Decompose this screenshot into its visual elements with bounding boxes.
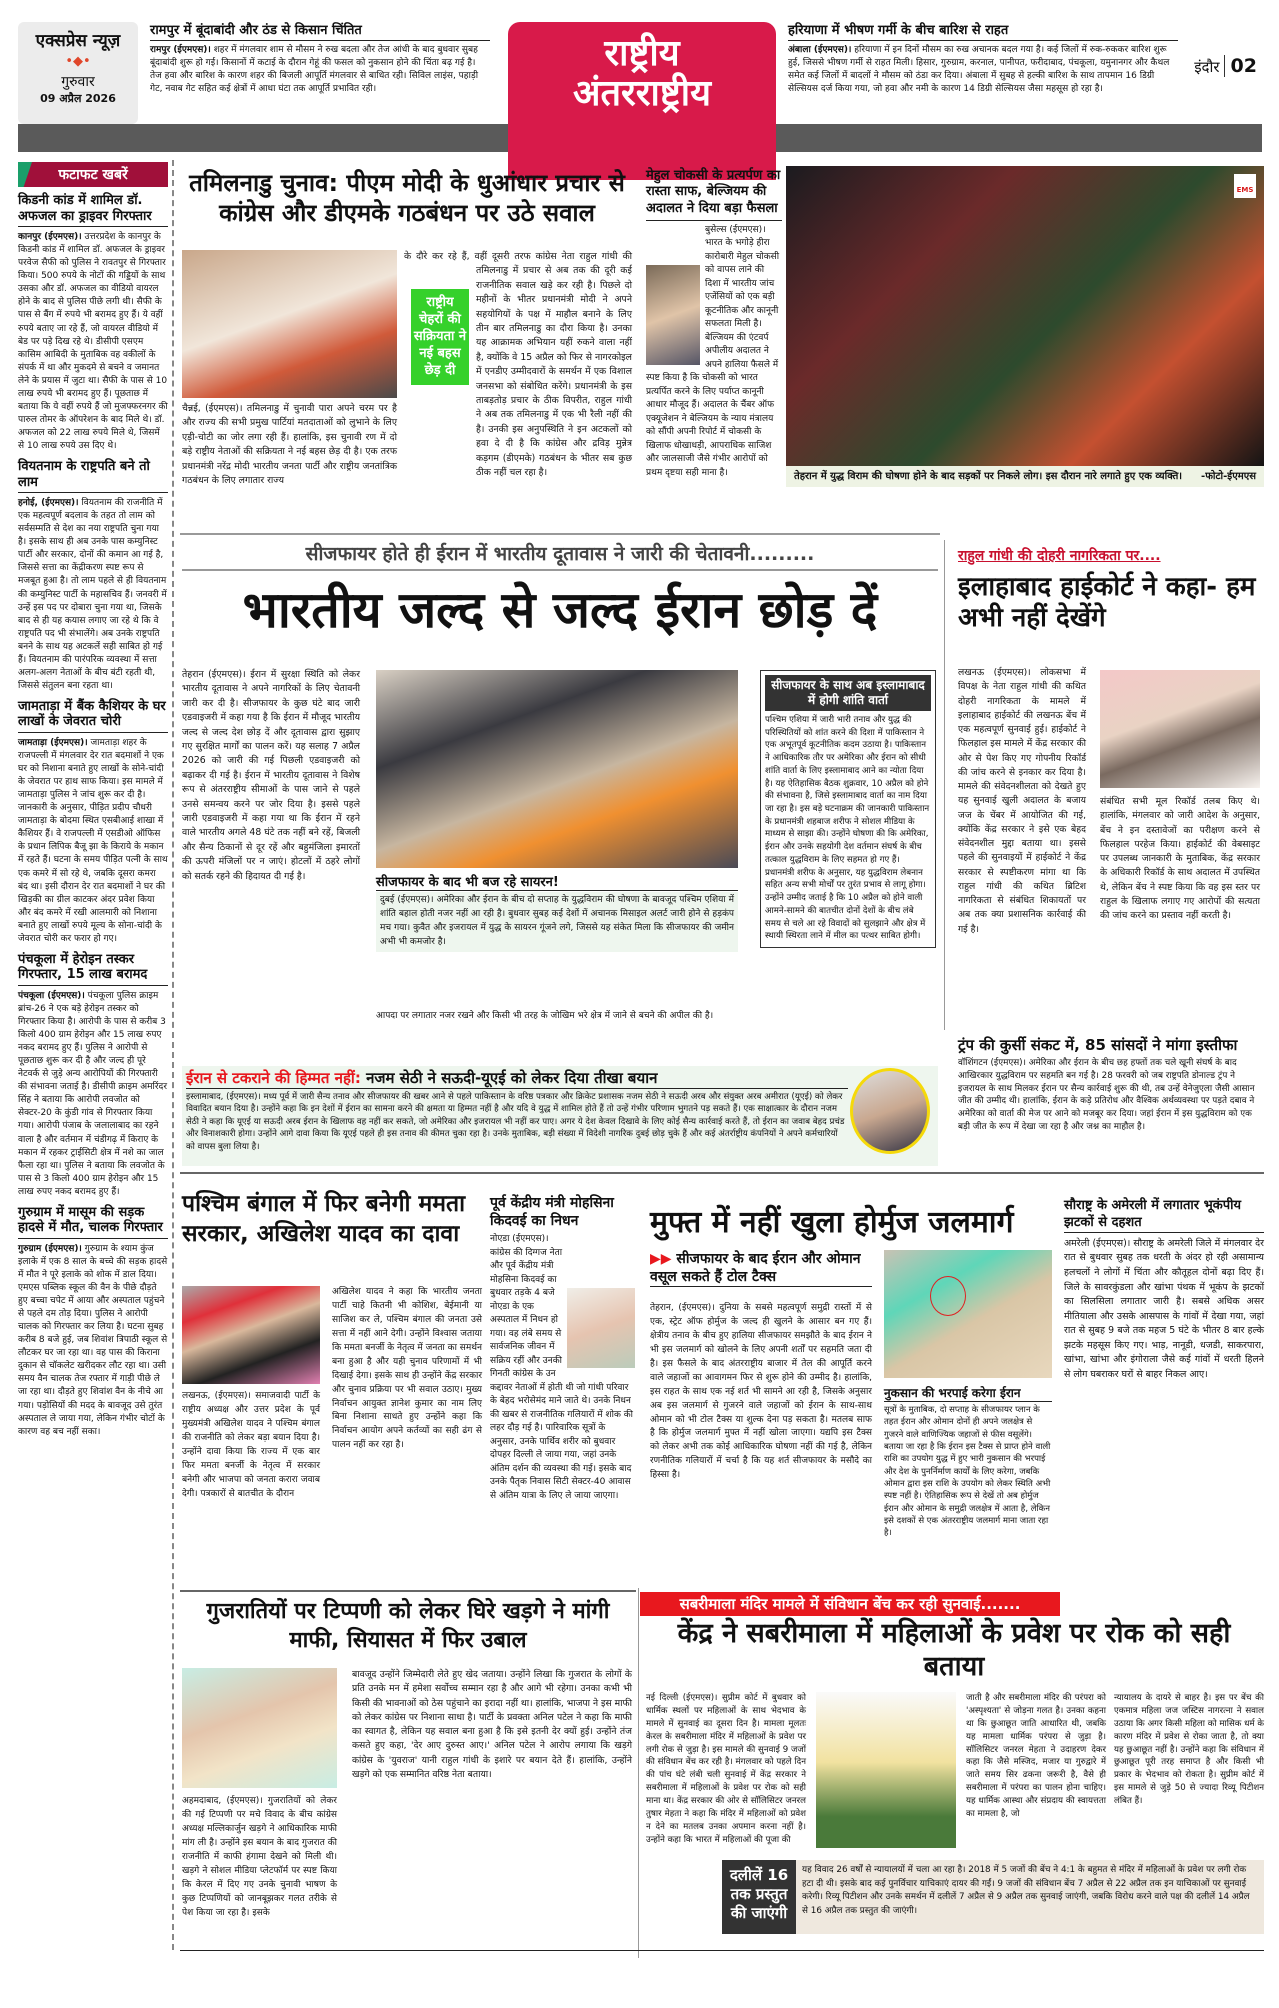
supreme-court-photo: [816, 1692, 956, 1848]
story-body: उत्तरप्रदेश के कानपुर के किडनी कांड में शामिल डॉ. अफजल के ड्राइवर परवेज सैफी को पुलिस ने रावतपुर से गिरफ्तार किया। 500 रुपये के नोटों की गड्डियों के साथ उसका और डॉ. अफजल का वीडियो वायरल होने के बाद से पुलिस पीछे लगी थी। सैफी के पास से बैंग में रुपये भी बरामद हुए हैं। ये वहीं रुपये बताए जा रहे हैं, जो वायरल वीडियो में बेड पर पड़े दिख रहे थे। डीसीपी एसएम कासिम आबिदी के मुताबिक वह वकीलों के संपर्क में था और मुकदमे से बचने व जमानत लेने के प्रयास में जुटा था। सैफी के पास से 10 लाख रुपये भी बरामद हुए हैं। पूछताछ में बताया कि ये वहीं रुपये हैं जो मुजफ्फरनगर की पारुल तोमर के ऑपरेशन के बाद मिले थे। डॉ. अफजल को 22 लाख रुपये मिले थे, जिसमें से 10 लाख रुपये उस दिए थे।: [18, 232, 168, 451]
sethi-headline-red: ईरान से टकराने की हिम्मत नहीं:: [186, 1069, 361, 1087]
date: 09 अप्रैल 2026: [40, 92, 116, 105]
story-body: जामताड़ा शहर के राजपल्ली में मंगलवार देर रात बदमाशों ने एक घर को निशाना बनाते हुए लाखों के सोने-चांदी के जेवरात पर हाथ साफ किया। इस मामले में जामताड़ा पुलिस ने जांच शुरू कर दी है। जानकारी के अनुसार, पीड़ित प्रदीप चौधरी जामताड़ा के बोदमा स्थित एसबीआई शाखा में कैशियर हैं। वे राजपल्ली में एसडीओ ऑफिस के प्रधान लिपिक बैजू झा के किराये के मकान में रहते हैं। घटना के समय पीड़ित पत्नी के साथ एक कमरे में सो रहे थे, जबकि दूसरा कमरा बंद था। इसी दौरान देर रात बदमाशों ने घर की खिड़की का ग्रील काटकर अंदर प्रवेश किया और बंद कमरे में रखी आलमारी को निशाना बनाते हुए लाखों रुपये मूल्य के सोना-चांदी के जेवरात चोरी कर फरार हो गए।: [18, 738, 168, 944]
sabarimala-headline: केंद्र ने सबरीमाला में महिलाओं के प्रवेश पर रोक को सही बताया: [677, 1618, 1231, 1682]
column-divider: [172, 160, 174, 1950]
section-title-line2: अंतरराष्ट्रीय: [572, 73, 712, 115]
choksi-photo: [646, 265, 700, 365]
islamabad-body: पश्चिम एशिया में जारी भारी तनाव और युद्ध की परिस्थितियों को शांत करने की दिशा में पाकिस्तान ने एक अभूतपूर्व कूटनीतिक कदम उठाया है। पाकिस्तान ने आधिकारिक तौर पर अमेरिका और ईरान को सीधी शांति वार्ता के लिए इस्लामाबाद आने का न्योता दिया है। यह ऐतिहासिक बैठक शुक्रवार, 10 अप्रैल को होने की संभावना है, जिसे इस्लामाबाद वार्ता का नाम दिया जा रहा है। इस बड़े घटनाक्रम की जानकारी पाकिस्तान के प्रधानमंत्री शहबाज शरीफ ने सोशल मीडिया के माध्यम से साझा की। उन्होंने घोषणा की कि अमेरिका, ईरान और उनके सहयोगी देश वर्तमान संघर्ष के बीच तत्काल युद्धविराम के लिए सहमत हो गए हैं। प्रधानमंत्री शरीफ के अनुसार, यह युद्धविराम लेबनान सहित अन्य सभी मोर्चों पर तुरंत प्रभाव से लागू होगा। उन्होंने उम्मीद जताई है कि 10 अप्रैल को होने वाली आमने-सामने की बातचीत दोनों देशों के बीच लंबे समय से चले आ रहे विवादों को सुलझाने और क्षेत्र में स्थायी स्थिरता लाने में मील का पत्थर साबित होगी।: [765, 715, 930, 942]
story-title: जामताड़ा में बैंक कैशियर के घर लाखों के जेवरात चोरी: [18, 699, 168, 733]
hormuz-subhead-text: सीजफायर के बाद ईरान और ओमान वसूल सकते हैं टोल टैक्स: [650, 1251, 861, 1286]
dateline: गुरुग्राम (ईएमएस)।: [18, 1243, 82, 1254]
sabarimala-kicker: सबरीमाला मंदिर मामले में संविधान बेंच कर रही सुनवाई.......: [640, 1592, 1060, 1616]
brief-story: [18, 1205, 168, 1439]
islamabad-title: सीजफायर के साथ अब इस्लामाबाद में होगी शांति वार्ता: [765, 675, 931, 711]
section-title-box: [508, 22, 776, 180]
islamabad-box: [760, 670, 936, 948]
brief-story: [18, 193, 168, 453]
rule: [180, 1172, 1264, 1174]
brief-body: शहर में मंगलवार शाम से मौसम ने रुख बदला और तेज आंधी के बाद बुधवार सुबह बूंदाबांदी शुरू हो गई। किसानों में कटाई के दौरान गेहूं की फसल को नुकसान होने की चिंता बढ़ गई है। तेज हवा और बारिश के कारण शहर की बिजली आपूर्ति मंगलवार से बाधित रही। सिविल लाइंस, पहाड़ी गेट, नवाब गेट सहित कई क्षेत्रों में आधा घंटा तक आपूर्ति प्रभावित रही।: [150, 45, 479, 95]
top-brief-haryana: [788, 20, 1178, 96]
ems-logo: EMS: [1234, 174, 1256, 198]
page-number: 02: [1224, 55, 1257, 77]
hormuz-subhead: [650, 1250, 872, 1287]
brand-name: एक्सप्रेस न्यूज़: [35, 31, 121, 51]
brief-title: हरियाणा में भीषण गर्मी के बीच बारिश से राहत: [788, 20, 1178, 41]
day: गुरुवार: [61, 74, 95, 90]
siren-body: दुबई (ईएमएस)। अमेरिका और ईरान के बीच दो सप्ताह के युद्धविराम की घोषणा के बावजूद पश्चिम एशिया में शांति बहाल होती नजर नहीं आ रही है। बुधवार सुबह कई देशों में अचानक मिसाइल अलर्ट जारी होने से हड़कंप मच गया। कुवैत और इजरायल में युद्ध के सायरन गूंजने लगे, जिससे यह संकेत मिला कि सीजफायर की जमीन अभी भी कमजोर है।: [376, 892, 738, 952]
akhilesh-photo: [182, 1286, 320, 1384]
tamilnadu-col2: के दौरे कर रहे हैं, वहीं दूसरी तरफ कांग्रेस नेता राहुल गांधी की तमिलनाडु में प्रचार से अब तक की दूरी कई राजनीतिक सवाल खड़े कर रही है। पिछले दो महीनों के भीतर प्रधानमंत्री मोदी ने अपने सहयोगियों के पक्ष में माहौल बनाने के लिए तीन बार तमिलनाडु का दौरा किया है। उनका यह आक्रामक अभियान यहीं रुकने वाला नहीं है, क्योंकि वे 15 अप्रैल को फिर से नागरकोइल में एनडीए उम्मीदवारों के समर्थन में एक विशाल जनसभा को संबोधित करेंगे। प्रधानमंत्री के इस ताबड़तोड़ प्रचार के ठीक विपरीत, राहुल गांधी ने अब तक तमिलनाडु में एक भी रैली नहीं की है। उनकी इस अनुपस्थिति ने इन अटकलों को हवा दे दी है कि कांग्रेस और द्रविड़ मुन्नेत्र कड़गम (डीएमके) गठबंधन के भीतर सब कुछ ठीक नहीं चल रहा है।: [404, 251, 632, 479]
rahul-headline: इलाहाबाद हाईकोर्ट ने कहा- हम अभी नहीं देखेंगे: [958, 572, 1256, 634]
akhilesh-col1: लखनऊ, (ईएमएस)। समाजवादी पार्टी के राष्ट्रीय अध्यक्ष और उत्तर प्रदेश के पूर्व मुख्यमंत्री अखिलेश यादव ने पश्चिम बंगाल की राजनीति को लेकर बड़ा बयान दिया है। उन्होंने दावा किया कि राज्य में एक बार फिर ममता बनर्जी के नेतृत्व में सरकार बनेगी और भाजपा को जनता करारा जवाब देगी। पत्रकारों से बातचीत के दौरान: [182, 1391, 320, 1499]
hormuz-headline: मुफ्त में नहीं खुला होर्मुज जलमार्ग: [650, 1205, 1014, 1240]
trump-body: वॉशिंगटन (ईएमएस)। अमेरिका और ईरान के बीच छह हफ्तों तक चले खूनी संघर्ष के बाद आखिरकार युद्धविराम पर सहमति बन गई है। 28 फरवरी को जब राष्ट्रपति डोनाल्ड ट्रंप ने इजरायल के साथ मिलकर ईरान पर सैन्य कार्रवाई शुरू की थी, तब उन्हें वेनेजुएला जैसी आसान जीत की उम्मीद थी। हालांकि, ईरान के कड़े प्रतिरोध और वैश्विक अर्थव्यवस्था पर पड़ते दबाव ने अमेरिका को वार्ता की मेज पर आने को मजबूर कर दिया। जहां ईरान में इस युद्धविराम को एक बड़ी जीत के रूप में देखा जा रहा है और जश्न का माहौल है।: [958, 1058, 1255, 1132]
dateline: जामताड़ा (ईएमएस)।: [18, 738, 88, 749]
brief-dateline: रामपुर (ईएमएस)।: [150, 45, 211, 55]
siren-body-2: आपदा पर लगातार नजर रखने और किसी भी तरह के जोखिम भरे क्षेत्र में जाने से बचने की अपील की है।: [376, 1011, 714, 1021]
mohsina-headline: पूर्व केंद्रीय मंत्री मोहसिना किदवई का निधन: [490, 1195, 614, 1229]
top-brief-rampur: [150, 20, 490, 96]
kharge-col2: बावजूद उन्होंने जिम्मेदारी लेते हुए खेद जताया। उन्होंने लिखा कि गुजरात के लोगों के प्रति उनके मन में हमेशा सर्वोच्च सम्मान रहा है और आगे भी रहेगा। उनका कभी भी किसी की भावनाओं को ठेस पहुंचाने का इरादा नहीं था। हालांकि, भाजपा ने इस माफी को लेकर कांग्रेस पर निशाना साधा है। पार्टी के प्रवक्ता अनिल पटेल ने कहा कि माफी का स्वागत है, लेकिन यह सवाल बना हुआ है कि इसे इतनी देर क्यों हुई। उन्होंने तंज कसते हुए कहा, 'देर आए दुरुस्त आए।' अनिल पटेल ने आरोप लगाया कि खड़गे कांग्रेस के 'युवराज' यानी राहुल गांधी के इशारे पर बयान देते हैं। हालांकि, उन्होंने खड़गे को एक सम्मानित वरिष्ठ नेता बताया।: [352, 1669, 632, 1780]
story-body: पंचकूला पुलिस क्राइम ब्रांच-26 ने एक बड़े हेरोइन तस्कर को गिरफ्तार किया है। आरोपी के पास से करीब 3 किलो 400 ग्राम हेरोइन और 15 लाख रुपए नकद बरामद हुए हैं। पुलिस ने आरोपी से पूछताछ शुरू कर दी है और जल्द ही पूरे नेटवर्क से जुड़े अन्य आरोपियों की गिरफ्तारी की संभावना जताई है। डीसीपी क्राइम अमरिंदर सिंह ने बताया कि आरोपी लवजोत को सेक्टर-20 के कुंडी गांव से गिरफ्तार किया गया। आरोपी पंजाब के जलालाबाद का रहने वाला है और वर्तमान में चंडीगढ़ में किराए के मकान में रहकर ट्राईसिटी क्षेत्र में नशे का जाल फैला रहा था। पुलिस ने बताया कि लवजोत के पास से 3 किलो 400 ग्राम हेरोइन और 15 लाख रुपए नकद बरामद हुए हैं।: [18, 991, 168, 1197]
rahul-body: लखनऊ (ईएमएस)। लोकसभा में विपक्ष के नेता राहुल गांधी की कथित दोहरी नागरिकता के मामले में इलाहाबाद हाईकोर्ट की लखनऊ बेंच में एक महत्वपूर्ण सुनवाई हुई। हाईकोर्ट ने फिलहाल इस मामले में केंद्र सरकार की ओर से पेश किए गए गोपनीय रिकॉर्ड की जांच करने से इनकार कर दिया है। मामले की संवेदनशीलता को देखते हुए यह सुनवाई खुली अदालत के बजाय जज के चेंबर में आयोजित की गई, क्योंकि केंद्र सरकार ने इसे एक बेहद संवेदनशील मुद्दा बताया था। इससे पहले की सुनवाइयों में हाईकोर्ट ने केंद्र सरकार से स्पष्टीकरण मांगा था कि राहुल गांधी की कथित ब्रिटिश नागरिकता से संबंधित शिकायतों पर अब तक क्या प्रशासनिक कार्रवाई की गई है।: [958, 667, 1086, 935]
tehran-photo: [786, 166, 1264, 466]
dateline: कानपुर (ईएमएस)।: [18, 232, 82, 243]
hormuz-box-body: सूत्रों के मुताबिक, दो सप्ताह के सीजफायर प्लान के तहत ईरान और ओमान दोनों ही अपने जलक्षेत्र से गुजरने वाले वाणिज्यिक जहाजों से फीस वसूलेंगे। बताया जा रहा है कि ईरान इस टैक्स से प्राप्त होने वाली राशि का उपयोग युद्ध में हुए भारी नुकसान की भरपाई और देश के पुनर्निर्माण कार्यों के लिए करेगा, जबकि ओमान द्वारा इस राशि के उपयोग को लेकर स्थिति अभी स्पष्ट नहीं है। ऐतिहासिक रूप से देखें तो अब होर्मुज ईरान और ओमान के समुद्री जलक्षेत्र में आता है, लेकिन इसे दशकों से एक अंतरराष्ट्रीय जलमार्ग माना जाता रहा है।: [884, 1405, 1051, 1539]
mohsina-body: नोएडा (ईएमएस)। कांग्रेस की दिग्गज नेता और पूर्व केंद्रीय मंत्री मोहसिना किदवई का बुधवार तड़के 4 बजे नोएडा के एक अस्पताल में निधन हो गया। वह लंबे समय से सार्वजनिक जीवन में सक्रिय रहीं और उनकी गिनती कांग्रेस के उन कद्दावर नेताओं में होती थी जो गांधी परिवार के बेहद भरोसेमंद माने जाते थे। उनके निधन की खबर से राजनीतिक गलियारों में शोक की लहर दौड़ गई है। पारिवारिक सूत्रों के अनुसार, उनके पार्थिव शरीर को बुधवार दोपहर दिल्ली ले जाया गया, जहां उनके अंतिम दर्शन की व्यवस्था की गई। इसके बाद उनके पैतृक निवास सिटी सेक्टर-40 आवास से अंतिम यात्रा के लिए ले जाया जाएगा।: [490, 1234, 633, 1501]
iran-kicker: सीजफायर होते ही ईरान में भारतीय दूतावास ने जारी की चेतावनी.........: [182, 540, 938, 571]
story-title: वियतनाम के राष्ट्रपति बने तो लाम: [18, 459, 168, 493]
brief-story: [18, 699, 168, 946]
rule: [180, 1590, 636, 1592]
mohsina-photo: [567, 1288, 635, 1368]
akhilesh-headline: पश्चिम बंगाल में फिर बनेगी ममता सरकार, अखिलेश यादव का दावा: [182, 1191, 466, 1247]
mohsina-story: [490, 1195, 635, 1503]
kharge-photo: [182, 1668, 337, 1788]
double-arrow-icon: ▶▶: [650, 1251, 677, 1267]
choksi-headline: मेहुल चोकसी के प्रत्यर्पण का रास्ता साफ, बेल्जियम की अदालत ने दिया बड़ा फैसला: [646, 168, 782, 221]
sabarimala-col3: न्यायालय के दायरे से बाहर है। इस पर बेंच की एकमात्र महिला जज जस्टिस नागरत्ना ने सवाल उठाया कि अगर किसी महिला को मासिक धर्म के कारण मंदिर में प्रवेश से रोका जाता है, तो क्या यह छुआछूत नहीं है। उन्होंने कहा कि संविधान में छुआछूत पूरी तरह समाप्त है और किसी भी प्रकार के भेदभाव को रोकता है। सुप्रीम कोर्ट में इस मामले से जुड़े 50 से ज्यादा रिव्यू पिटीशन लंबित हैं।: [1114, 1693, 1264, 1807]
amreli-headline: सौराष्ट्र के अमेरली में लगातार भूकंपीय झटकों से दहशत: [1064, 1198, 1264, 1233]
trump-story: [958, 1035, 1264, 1134]
ornament-icon: •◆•: [65, 54, 91, 69]
section-title-line1: राष्ट्रीय: [604, 33, 680, 74]
brief-story: [18, 459, 168, 693]
fatafat-column: [18, 162, 168, 1439]
brief-title: रामपुर में बूंदाबांदी और ठंड से किसान चिंतित: [150, 20, 490, 41]
hormuz-body: तेहरान, (ईएमएस)। दुनिया के सबसे महत्वपूर्ण समुद्री रास्तों में से एक, स्ट्रेट ऑफ होर्मुज के जल्द ही खुलने के आसार बन गए हैं। क्षेत्रीय तनाव के बीच हुए हालिया सीजफायर समझौते के बाद ईरान ने भी इस जलमार्ग को खोलने के लिए अपनी शर्तों पर सहमति जता दी है। इस फैसले के बाद अंतरराष्ट्रीय बाजार में तेल की आपूर्ति करने वाले जहाजों का आवागमन फिर से शुरू होने की उम्मीद है। हालांकि, इस राहत के साथ एक नई शर्त भी सामने आ रही है, जिसके अनुसार अब इस जलमार्ग से गुजरने वाले जहाजों को ईरान के साथ-साथ ओमान को भी टोल टैक्स या शुल्क देना पड़ सकता है। मतलब साफ है कि होर्मुज जलमार्ग मुफ्त में नहीं खोला जाएगा। यद्यपि इस टैक्स को लेकर अभी तक कोई आधिकारिक घोषणा नहीं की गई है, लेकिन रणनीतिक गलियारों में चर्चा है कि यह शर्त सीजफायर के मसौदे का हिस्सा है।: [650, 1303, 872, 1481]
tamilnadu-col1: चैन्नई, (ईएमएस)। तमिलनाडु में चुनावी पारा अपने चरम पर है और राज्य की सभी प्रमुख पार्टियां मतदाताओं को लुभाने के लिए एड़ी-चोटी का जोर लगा रही हैं। हालांकि, इस चुनावी रण में दो बड़े राष्ट्रीय नेताओं की सक्रियता ने नई बहस छेड़ दी है। एक तरफ प्रधानमंत्री नरेंद्र मोदी भारतीय जनता पार्टी और राष्ट्रीय जनतांत्रिक गठबंधन के लिए लगातार राज्य: [182, 403, 397, 487]
story-title: किडनी कांड में शामिल डॉ. अफजल का ड्राइवर गिरफ्तार: [18, 193, 168, 227]
sabarimala-box-label: दलीलें 16 तक प्रस्तुत की जाएंगी: [722, 1860, 796, 1934]
brief-story: [18, 952, 168, 1199]
sabarimala-box: [722, 1860, 1264, 1934]
caption-text: तेहरान में युद्ध विराम की घोषणा होने के बाद सड़कों पर निकले लोग। इस दौरान नारे लगाते हुए एक व्यक्ति।: [794, 471, 1183, 482]
sabarimala-box-body: यह विवाद 26 वर्षों से न्यायालयों में चला आ रहा है। 2018 में 5 जजों की बेंच ने 4:1 के बहुमत से मंदिर में महिलाओं के प्रवेश पर लगी रोक हटा दी थी। इसके बाद कई पुनर्विचार याचिकाएं दायर की गईं। 9 जजों की संविधान बेंच 7 अप्रैल से 22 अप्रैल तक इन याचिकाओं पर सुनवाई करेगी। रिव्यू पिटीशन और उनके समर्थन में दलीलें 7 अप्रैल से 9 अप्रैल तक सुनवाई जाएंगी, जबकि विरोध करने वाले पक्ष की दलीलें 14 अप्रैल से 16 अप्रैल तक प्रस्तुत की जाएंगी।: [802, 1865, 1250, 1916]
siren-headline: सीजफायर के बाद भी बज रहे सायरन!: [376, 872, 738, 891]
amreli-body: अमरेली (ईएमएस)। सौराष्ट्र के अमरेली जिले में मंगलवार देर रात से बुधवार सुबह तक धरती के अंदर हो रही असामान्य हलचलों ने लोगों में चिंता और कौतूहल दोनों बढ़ा दिए हैं। जिले के सावरकुंडला और खांभा पंथक में भूकंप के झटकों का सिलसिला लगातार जारी है। सबसे अधिक असर मीतियाला और उसके आसपास के गांवों में देखा गया, जहां रात से सुबह 9 बजे तक महज 5 घंटे के भीतर 8 बार हल्के झटके महसूस किए गए। भाड़, नानूडी, धजडी, साकरपारा, खांभा, खांभा और इंगोराला जैसे कई गांवों में धरती हिलने से लोग घबराकर घरों से बाहर निकल आए।: [1064, 1237, 1264, 1380]
story-title: पंचकूला में हेरोइन तस्कर गिरफ्तार, 15 लाख बरामद: [18, 952, 168, 986]
sethi-photo: [850, 1068, 930, 1154]
brief-body: हरियाणा में इन दिनों मौसम का रुख अचानक बदल गया है। कई जिलों में रुक-रुककर बारिश शुरू हुई, जिससे भीषण गर्मी से राहत मिली। हिसार, गुरुग्राम, करनाल, पानीपत, फरीदाबाद, पंचकूला, यमुनानगर और कैथल समेत कई जिलों में बादलों ने मौसम को ठंडा कर दिया। अंबाला में सुबह से हल्की बारिश के साथ तापमान 16 डिग्री सेल्सियस दर्ज किया गया, जो हवा और नमी के कारण 14 डिग्री सेल्सियस जैसा महसूस हो रहा है।: [788, 45, 1170, 95]
map-highlight-circle: [930, 1276, 966, 1316]
dateline: पंचकूला (ईएमएस)।: [18, 991, 85, 1001]
dateline: हनोई, (ईएमएस)।: [18, 498, 79, 509]
choksi-story: [646, 168, 782, 480]
kharge-col1: अहमदाबाद, (ईएमएस)। गुजरातियों को लेकर की गई टिप्पणी पर मचे विवाद के बीच कांग्रेस अध्यक्ष मल्लिकार्जुन खड़गे ने आधिकारिक माफी मांग ली है। उन्होंने इस बयान के बाद गुजरात की राजनीति में काफी हंगामा देखने को मिली थी। खड़गे ने सोशल मीडिया प्लेटफॉर्म पर स्पष्ट किया कि केरल में दिए गए उनके चुनावी भाषण के कुछ टिप्पणियों को जानबूझकर गलत तरीके से पेश किया जा रहा है। इसके: [182, 1796, 337, 1918]
hormuz-map: [884, 1250, 1052, 1378]
story-body: गुरुग्राम के श्याम कुंज इलाके में एक 8 साल के बच्चे की सड़क हादसे में मौत ने पूरे इलाके को शोक में डाल दिया। एमएस पब्लिक स्कूल की वैन के पीछे दौड़ते हुए बच्चा चपेट में आया और अस्पताल पहुंचने से पहले दम तोड़ दिया। पुलिस ने आरोपी चालक को गिरफ्तार कर लिया है। घटना सुबह करीब 8 बजे हुई, जब शिवांश त्रिपाठी स्कूल से लौटकर घर जा रहा था। वह पास की किराना दुकान से चॉकलेट खरीदकर लौट रहा था। उसी समय वैन चालक तेज रफ्तार में गाड़ी पीछे ले जा रहा था। दौड़ते हुए शिवांश वैन के नीचे आ गया। पड़ोसियों की मदद के बावजूद उसे तुरंत अस्पताल ले जाया गया, लेकिन गंभीर चोटों के कारण वह बच नहीं सका।: [18, 1243, 168, 1437]
airport-photo: [376, 670, 738, 868]
hormuz-box: [884, 1384, 1052, 1539]
kharge-headline: गुजरातियों पर टिप्पणी को लेकर घिरे खड़गे ने मांगी माफी, सियासत में फिर उबाल: [206, 1599, 610, 1653]
city-name: इंदौर: [1194, 58, 1220, 76]
sethi-headline: नजम सेठी ने सऊदी-यूएई को लेकर दिया तीखा बयान: [366, 1069, 658, 1087]
brief-dateline: अंबाला (ईएमएस)।: [788, 45, 852, 55]
sethi-body: इस्लामाबाद, (ईएमएस)। मध्य पूर्व में जारी सैन्य तनाव और सीजफायर की खबर आने से पहले पाकिस्तान के वरिष्ठ पत्रकार और क्रिकेट प्रशासक नजम सेठी ने सऊदी अरब और संयुक्त अरब अमीरात (यूएई) को लेकर विवादित बयान दिया है। उन्होंने कहा कि इन देशों में ईरान का सामना करने की क्षमता या हिम्मत नहीं है और यदि वे युद्ध में शामिल होते हैं तो उन्हें गंभीर परिणाम भुगतने पड़ सकते हैं। एक साक्षात्कार के दौरान नजम सेठी ने कहा कि यूएई या सऊदी अरब ईरान के खिलाफ वह नहीं कर सकते, जो अमेरिका और इजरायल भी नहीं कर पाए। अगर ये देश केवल दिखावे के लिए कोई सैन्य कार्रवाई करते हैं, तो ईरान का जवाब बेहद प्रचंड और विनाशकारी होगा। उन्होंने आगे दावा किया कि यूएई पहले ही इस तनाव की कीमत चुका रहा है। उनके मुताबिक, बड़ी संख्या में विदेशी नागरिक दुबई छोड़ चुके हैं और कई अंतर्राष्ट्रीय कंपनियों ने अपने कर्मचारियों को वापस बुला लिया है।: [186, 1092, 845, 1152]
rahul-body-2: संबंधित सभी मूल रिकॉर्ड तलब किए थे। हालांकि, मंगलवार को जारी आदेश के अनुसार, बेंच ने इन दस्तावेजों का परीक्षण करने से फिलहाल परहेज किया। हाईकोर्ट की वेबसाइट पर उपलब्ध जानकारी के मुताबिक, केंद्र सरकार के अधिकारी रिकॉर्ड के साथ अदालत में उपस्थित थे, लेकिन बेंच ने स्पष्ट किया कि वह इस स्तर पर राहुल के खिलाफ लगाए गए आरोपों की सत्यता की जांच करने का प्रस्ताव नहीं करती है।: [1100, 796, 1260, 921]
tehran-caption: [786, 466, 1264, 487]
sethi-story: [182, 1066, 938, 1166]
hormuz-box-title: नुकसान की भरपाई करेगा ईरान: [884, 1384, 1052, 1402]
column-divider: [638, 1588, 639, 1958]
akhilesh-col2: अखिलेश यादव ने कहा कि भारतीय जनता पार्टी चाहे कितनी भी कोशिश, बेईमानी या साजिश कर ले, पश्चिम बंगाल की जनता उसे सत्ता में नहीं आने देगी। उन्होंने विश्वास जताया कि ममता बनर्जी के नेतृत्व में जनता का समर्थन बना हुआ है और यही चुनाव परिणामों में भी दिखाई देगा। इसके साथ ही उन्होंने केंद्र सरकार और चुनाव प्रक्रिया पर भी सवाल उठाए। मुख्य निर्वाचन आयुक्त ज्ञानेश कुमार का नाम लिए बिना निशाना साधते हुए उन्होंने कहा कि निर्वाचन आयोग अपने कर्तव्यों का सही ढंग से पालन नहीं कर रहा है।: [332, 1287, 482, 1451]
story-title: गुरुग्राम में मासूम की सड़क हादसे में मौत, चालक गिरफ्तार: [18, 1205, 168, 1239]
choksi-body: बुसेल्स (ईएमएस)। भारत के भगोड़े हीरा कारोबारी मेहुल चोकसी को वापस लाने की दिशा में भारतीय जांच एजेंसियों को एक बड़ी कूटनीतिक और कानूनी सफलता मिली है। बेल्जियम की एंटवर्प अपीलीय अदालत ने अपने हालिया फैसले में स्पष्ट किया है कि चोकसी को भारत प्रत्यर्पित करने के लिए पर्याप्त कानूनी आधार मौजूद हैं। अदालत के चैंबर ऑफ एक्यूजेशन ने बेल्जियम के न्याय मंत्रालय को सौंपी अपनी रिपोर्ट में चोकसी के खिलाफ धोखाधड़ी, आपराधिक साजिश और जालसाजी जैसे गंभीर आरोपों को प्रथम दृष्टया सही माना है।: [646, 224, 780, 478]
modi-photo: [182, 250, 397, 398]
edition-label: [1194, 55, 1257, 77]
callout-box: राष्ट्रीय चेहरों की सक्रियता ने नई बहस छेड़ दी: [411, 289, 469, 385]
tamilnadu-headline: तमिलनाडु चुनाव: पीएम मोदी के धुआंधार प्रचार से कांग्रेस और डीएमके गठबंधन पर उठे सवाल: [189, 169, 625, 227]
rahul-kicker: राहुल गांधी की दोहरी नागरिकता पर....: [958, 548, 1161, 564]
iran-headline: भारतीय जल्द से जल्द ईरान छोड़ दें: [242, 581, 878, 639]
fatafat-heading: फटाफट खबरें: [18, 162, 168, 187]
photo-credit: -फोटो-ईएमएस: [1201, 471, 1256, 482]
sabarimala-col1: नई दिल्ली (ईएमएस)। सुप्रीम कोर्ट में बुधवार को धार्मिक स्थलों पर महिलाओं के साथ भेदभाव के मामले में सुनवाई का दूसरा दिन है। मामला मूलतः केरल के सबरीमाला मंदिर में महिलाओं के प्रवेश पर लगी रोक से जुड़ा है। इस मामले की सुनवाई 9 जजों की संविधान बेंच कर रही है। मंगलवार को पहले दिन की पांच घंटे लंबी चली सुनवाई में केंद्र सरकार ने सबरीमाला में महिलाओं के प्रवेश पर रोक को सही माना था। केंद्र सरकार की ओर से सॉलिसिटर जनरल तुषार मेहता ने कहा कि मंदिर में महिलाओं को प्रवेश न देने का मतलब उनका अपमान करना नहीं है। उन्होंने कहा कि भारत में महिलाओं की पूजा की: [646, 1693, 806, 1845]
story-body: वियतनाम की राजनीति में एक महत्वपूर्ण बदलाव के तहत तो लाम को सर्वसम्मति से देश का नया राष्ट्रपति चुना गया है। इसके साथ ही अब उनके पास कम्युनिस्ट पार्टी और सरकार, दोनों की कमान आ गई है, जिससे सत्ता का केंद्रीकरण स्पष्ट रूप से मजबूत हुआ है। तो लाम पहले से ही वियतनाम की कम्युनिस्ट पार्टी के महासचिव हैं। जनवरी में उन्हें इस पद पर दोबारा चुना गया था, जिसके बाद से ही यह कयास लगाए जा रहे थे कि वे राष्ट्रपति पद भी संभालेंगे। अब उनके राष्ट्रपति बनने के साथ यह अटकलें सही साबित हो गई हैं। वियतनाम की पारंपरिक व्यवस्था में सत्ता अलग-अलग नेताओं के बीच बंटी रहती थी, जिससे संतुलन बना रहता था।: [18, 498, 167, 691]
amreli-story: [1064, 1198, 1264, 1383]
sabarimala-col2: जाती है और सबरीमाला मंदिर की परंपरा को 'अस्पृश्यता' से जोड़ना गलत है। उनका कहना था कि छुआछूत जाति आधारित थी, जबकि यह मामला धार्मिक परंपरा से जुड़ा है। सॉलिसिटर जनरल मेहता ने उदाहरण देकर कहा कि जैसे मस्जिद, मजार या गुरुद्वारे में जाते समय सिर ढकना जरूरी है, वैसे ही सबरीमाला में परंपरा का पालन होना चाहिए। यह धार्मिक आस्था और संप्रदाय की स्वायत्तता का मामला है, जो: [966, 1693, 1106, 1820]
rule: [180, 533, 940, 535]
trump-headline: ट्रंप की कुर्सी संकट में, 85 सांसदों ने मांगा इस्तीफा: [958, 1036, 1238, 1054]
masthead: [18, 22, 138, 124]
bottom-rule: [180, 1950, 1264, 1951]
column-divider: [944, 540, 945, 1030]
iran-body: तेहरान (ईएमएस)। ईरान में सुरक्षा स्थिति को लेकर भारतीय दूतावास ने अपने नागरिकों के लिए चेतावनी जारी कर दी है। सीजफायर के कुछ घंटे बाद जारी एडवाइजरी में कहा गया है कि ईरान में मौजूद भारतीय जल्द से जल्द देश छोड़ दें और दूतावास द्वारा सुझाए गए सुरक्षित मार्गों का पालन करें। यह सलाह 7 अप्रैल 2026 को जारी की गई पिछली एडवाइजरी को बढ़ाकर दी गई है। ईरान में भारतीय दूतावास ने विशेष रूप से अंतरराष्ट्रीय सीमाओं के पास जाने से पहले उनसे समन्वय करने पर जोर दिया है। इससे पहले जारी एडवाइजरी में कहा गया था कि ईरान में रहने वाले भारतीय अगले 48 घंटे तक नहीं बने रहें, बिजली और सैन्य ठिकानों से दूर रहें और बहुमंजिला इमारतों की ऊपरी मंजिलों पर न जाएं। होटलों में ठहरे लोगों को सतर्क रहने की हिदायत दी गई है।: [182, 669, 360, 882]
rahul-photo: [1100, 670, 1260, 788]
